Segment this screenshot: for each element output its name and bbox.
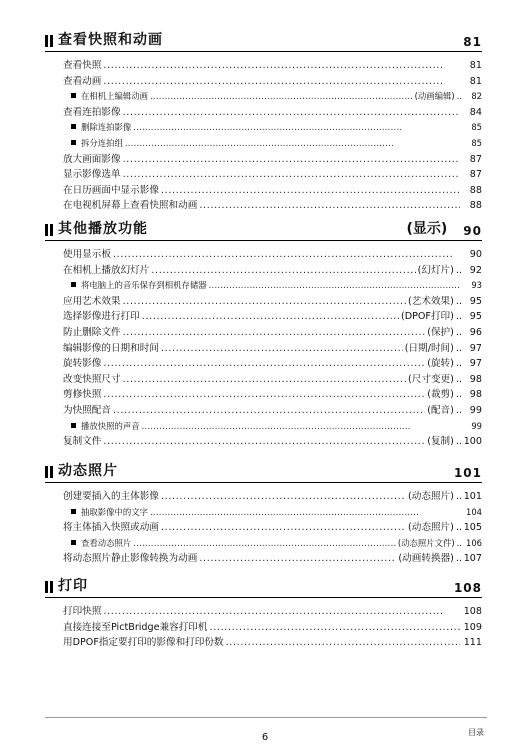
dot-leader	[199, 198, 460, 214]
dot-leader	[142, 419, 460, 435]
toc-entry[interactable]	[63, 105, 482, 121]
entry-page-number: 90	[469, 249, 482, 260]
toc-section	[45, 220, 482, 450]
toc-entry[interactable]	[63, 294, 482, 310]
toc-entry[interactable]	[63, 356, 482, 372]
toc-entry-list	[45, 58, 482, 214]
dot-leader	[161, 183, 460, 199]
entry-page-number: 101	[463, 491, 482, 502]
entry-text: 删除连拍影像	[71, 120, 131, 136]
toc-entry[interactable]	[63, 309, 482, 325]
toc-entry[interactable]	[63, 489, 482, 505]
entry-page-number: 88	[469, 184, 482, 196]
section-title: 其他播放功能	[58, 221, 148, 237]
dot-leader-short: ..	[455, 436, 462, 448]
entry-page-number: 104	[466, 506, 482, 517]
entry-function-name: (配音)	[427, 404, 454, 416]
dot-leader	[103, 434, 425, 450]
entry-page-number: 82	[471, 91, 482, 102]
section-page-number[interactable]: 108	[453, 581, 482, 595]
toc-subentry[interactable]	[63, 505, 482, 521]
entry-function-name: (裁剪)	[427, 389, 454, 401]
section-page-number[interactable]: 90	[463, 224, 482, 238]
entry-page-number: 85	[471, 137, 482, 148]
entry-text: 在电视机屏幕上查看快照和动画	[63, 200, 198, 212]
dot-leader	[103, 74, 460, 90]
entry-page-number: 84	[469, 106, 482, 118]
toc-entry-list	[45, 489, 482, 567]
toc-subentry[interactable]	[63, 278, 482, 294]
entry-page-number: 105	[463, 522, 482, 534]
entry-page-number: 98	[469, 373, 482, 385]
section-title: 查看快照和动画	[58, 32, 163, 48]
entry-text: 抽取影像中的文字	[71, 505, 148, 521]
entry-text: 查看快照	[63, 60, 102, 71]
dot-leader	[103, 604, 460, 620]
dot-leader	[123, 167, 460, 183]
toc-subentry[interactable]	[63, 419, 482, 435]
dot-leader	[151, 263, 415, 279]
entry-page-number: 98	[469, 389, 482, 401]
entry-text: 用DPOF指定要打印的影像和打印份数	[63, 637, 224, 649]
dot-leader-short: ..	[455, 404, 462, 416]
section-heading	[45, 462, 482, 483]
toc-entry[interactable]	[63, 183, 482, 199]
entry-function-name: (动态照片文件)	[397, 537, 455, 548]
entry-page-number: 97	[469, 342, 482, 354]
dot-leader	[142, 309, 399, 325]
toc-entry[interactable]	[63, 551, 482, 567]
dot-leader	[150, 505, 460, 521]
dot-leader-short: ..	[455, 373, 462, 385]
dot-leader	[123, 152, 460, 168]
section-marker-icon	[45, 466, 53, 478]
dot-leader	[150, 89, 413, 105]
dot-leader	[161, 341, 403, 357]
footer-page-number: 6	[261, 732, 269, 743]
entry-page-number: 96	[469, 326, 482, 338]
toc-entry-list	[45, 247, 482, 450]
entry-function-name: (日期/时间)	[404, 342, 454, 354]
entry-text: 显示影像选单	[63, 169, 121, 181]
entry-page-number: 109	[463, 621, 482, 633]
toc-entry[interactable]	[63, 247, 482, 263]
entry-page-number: 87	[469, 169, 482, 181]
dot-leader-short: ..	[455, 553, 462, 565]
entry-function-name: (旋转)	[427, 358, 454, 370]
entry-page-number: 107	[463, 553, 482, 565]
entry-text: 编辑影像的日期和时间	[63, 342, 159, 354]
toc-entry[interactable]	[63, 520, 482, 536]
toc-entry[interactable]	[63, 372, 482, 388]
entry-page-number: 108	[463, 606, 482, 617]
dot-leader-short: ..	[455, 491, 462, 502]
entry-page-number: 111	[463, 637, 482, 649]
entry-text: 将动态照片静止影像转换为动画	[63, 553, 198, 565]
entry-text: 查看动画	[63, 75, 102, 87]
entry-page-number: 95	[469, 311, 482, 323]
dot-leader-short: ..	[455, 326, 462, 338]
entry-text: 在相机上播放幻灯片	[63, 264, 150, 276]
entry-function-name: (DPOF打印)	[400, 311, 454, 323]
entry-text: 直接连接至PictBridge兼容打印机	[63, 621, 208, 633]
entry-page-number: 106	[466, 537, 482, 548]
section-page-number[interactable]: 81	[463, 35, 482, 49]
dot-leader	[113, 247, 460, 263]
entry-text: 播放快照的声音	[71, 419, 140, 435]
entry-text: 旋转影像	[63, 358, 102, 370]
dot-leader	[123, 105, 460, 121]
dot-leader	[210, 620, 461, 636]
entry-page-number: 100	[463, 436, 482, 448]
entry-page-number: 85	[471, 122, 482, 133]
entry-text: 在日历画面中显示影像	[63, 184, 159, 196]
entry-page-number: 87	[469, 153, 482, 165]
dot-leader	[199, 551, 396, 567]
section-heading	[45, 31, 482, 52]
entry-page-number: 99	[469, 404, 482, 416]
section-marker-icon	[45, 581, 53, 593]
entry-text: 剪修快照	[63, 389, 102, 401]
toc-entry-list	[45, 604, 482, 651]
entry-function-name: (动画编辑)	[414, 91, 455, 102]
toc-section	[45, 31, 482, 214]
toc-entry[interactable]	[63, 152, 482, 168]
entry-function-name: (复制)	[427, 436, 454, 448]
entry-function-name: (艺术效果)	[408, 295, 454, 307]
dot-leader-short: ..	[455, 522, 462, 534]
entry-text: 防止删除文件	[63, 326, 121, 338]
entry-text: 放大画面影像	[63, 153, 121, 165]
entry-text: 查看动态照片	[71, 536, 131, 552]
entry-text: 打印快照	[63, 606, 102, 617]
toc-entry[interactable]	[63, 341, 482, 357]
toc-entry[interactable]	[63, 620, 482, 636]
toc-subentry[interactable]	[63, 120, 482, 136]
entry-page-number: 81	[469, 60, 482, 71]
dot-leader	[133, 536, 396, 552]
footer-divider	[45, 717, 487, 718]
dot-leader	[209, 278, 460, 294]
entry-text: 创建要插入的主体影像	[63, 491, 159, 502]
entry-text: 复制文件	[63, 436, 102, 448]
dot-leader	[133, 120, 460, 136]
entry-function-name: (动态照片)	[408, 491, 454, 502]
entry-function-name: (幻灯片)	[417, 264, 454, 276]
entry-text: 选择影像进行打印	[63, 311, 140, 323]
footer-label: 目录	[468, 728, 484, 737]
dot-leader	[103, 356, 425, 372]
entry-text: 将电脑上的音乐保存到相机存储器	[71, 278, 207, 294]
toc-section	[45, 577, 482, 651]
toc-entry[interactable]	[63, 58, 482, 74]
dot-leader-short: ..	[455, 389, 462, 401]
entry-function-name: (动态照片)	[408, 522, 454, 534]
toc-entry[interactable]	[63, 403, 482, 419]
entry-text: 查看连拍影像	[63, 106, 121, 118]
dot-leader	[161, 489, 406, 505]
toc-entry[interactable]	[63, 387, 482, 403]
toc-subentry[interactable]	[63, 536, 482, 552]
dot-leader-short: ..	[456, 91, 462, 102]
dot-leader	[226, 635, 460, 651]
toc-entry[interactable]	[63, 434, 482, 450]
entry-text: 将主体插入快照或动画	[63, 522, 159, 534]
toc-entry[interactable]	[63, 604, 482, 620]
entry-page-number: 81	[469, 75, 482, 87]
toc-entry[interactable]	[63, 263, 482, 279]
dot-leader-short: ..	[455, 264, 462, 276]
entry-page-number: 95	[469, 295, 482, 307]
dot-leader-short: ..	[455, 295, 462, 307]
dot-leader-short: ..	[455, 358, 462, 370]
section-title: 打印	[58, 578, 88, 594]
entry-text: 在相机上编辑动画	[71, 89, 148, 105]
entry-page-number: 93	[471, 280, 482, 291]
toc-entry[interactable]	[63, 167, 482, 183]
section-extra-label: (显示)	[406, 221, 448, 237]
entry-page-number: 92	[469, 264, 482, 276]
toc-entry[interactable]	[63, 325, 482, 341]
entry-text: 应用艺术效果	[63, 295, 121, 307]
section-heading	[45, 577, 482, 598]
section-marker-icon	[45, 224, 53, 236]
entry-text: 拆分连拍组	[71, 136, 123, 152]
dot-leader	[125, 136, 460, 152]
section-marker-icon	[45, 35, 53, 47]
toc-section	[45, 462, 482, 567]
dot-leader	[123, 325, 426, 341]
entry-function-name: (尺寸变更)	[408, 373, 454, 385]
dot-leader	[161, 520, 406, 536]
entry-page-number: 88	[469, 200, 482, 212]
entry-text: 使用显示板	[63, 249, 111, 260]
toc-subentry[interactable]	[63, 136, 482, 152]
entry-function-name: (保护)	[427, 326, 454, 338]
toc-entry[interactable]	[63, 635, 482, 651]
entry-page-number: 99	[471, 420, 482, 431]
section-title: 动态照片	[58, 463, 118, 479]
dot-leader-short: ..	[455, 342, 462, 354]
dot-leader	[103, 58, 460, 74]
dot-leader	[123, 294, 406, 310]
entry-function-name: (动画转换器)	[398, 553, 454, 565]
toc-entry[interactable]	[63, 198, 482, 214]
dot-leader	[113, 403, 425, 419]
section-page-number[interactable]: 101	[453, 466, 482, 480]
entry-text: 改变快照尺寸	[63, 373, 121, 385]
entry-text: 为快照配音	[63, 404, 111, 416]
section-heading	[45, 220, 482, 241]
dot-leader	[123, 372, 406, 388]
toc-entry[interactable]	[63, 74, 482, 90]
dot-leader-short: ..	[456, 537, 462, 548]
entry-page-number: 97	[469, 358, 482, 370]
dot-leader-short: ..	[455, 311, 462, 323]
dot-leader	[103, 387, 425, 403]
toc-subentry[interactable]	[63, 89, 482, 105]
